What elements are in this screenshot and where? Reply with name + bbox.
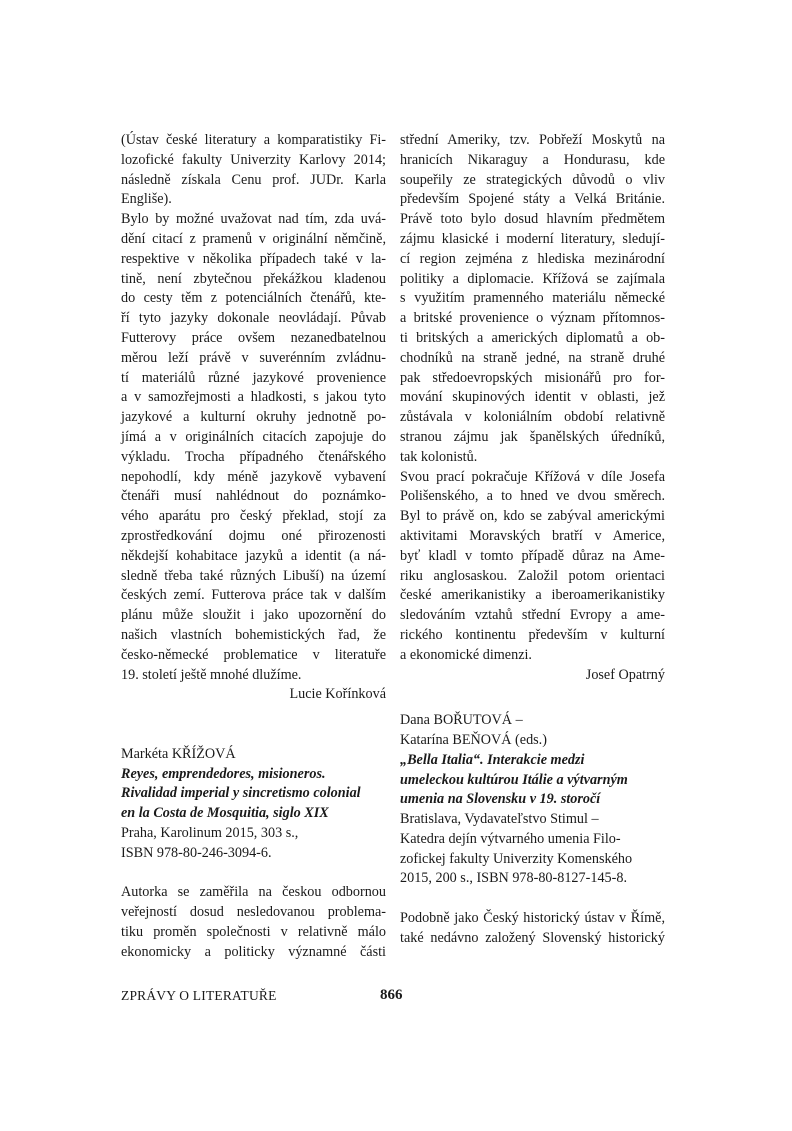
- text-line: (Ústav české literatury a komparatistiky Fi-: [121, 132, 386, 148]
- review-title-line: Reyes, emprendedores, misioneros.: [121, 765, 326, 782]
- text-line: tiku proměn společnosti v relativně málo: [121, 923, 386, 940]
- text-line: Byl to právě on, kdo se zabýval americkými: [400, 508, 665, 525]
- text-line: soupeřily ze strategických důvodů o vliv: [400, 171, 665, 188]
- text-line: a britské provenience o význam přítomnos-: [400, 310, 665, 327]
- text-line: výkladu. Trocha případného čtenářského: [121, 448, 386, 465]
- review-publisher: Bratislava, Vydavateľstvo Stimul –: [400, 811, 599, 828]
- signature-lucie-korinkova: Lucie Kořínková: [289, 686, 386, 703]
- review-kritzova-header: [121, 745, 386, 864]
- text-line: a v samozřejmosti a hladkosti, s jakou tyto: [121, 389, 386, 406]
- text-line: Engliše).: [121, 191, 172, 208]
- text-line: Bylo by možné uvažovat nad tím, zda uvá-: [121, 211, 386, 228]
- text-line: sledováním vztahů střední Evropy a ame-: [400, 607, 665, 624]
- text-line: plánu může sloužit i jako upozornění do: [121, 607, 386, 624]
- text-line: jazykové a kulturní okruhy jednotně po-: [121, 409, 386, 426]
- text-line: respektive v několika případech také v la-: [121, 250, 386, 267]
- review-bella-italia-header: [400, 711, 665, 889]
- text-line: česko-německé problematice v literatuře: [121, 646, 386, 663]
- review-publisher: Praha, Karolinum 2015, 303 s.,: [121, 824, 299, 841]
- review-kritzova-body: [121, 883, 386, 962]
- text-line: Právě toto bylo dosud hlavním předmětem: [400, 211, 665, 228]
- review-title-line: Rivalidad imperial y sincretismo colonial: [121, 785, 361, 802]
- text-line: chodníků na straně jedné, na straně druhé: [400, 349, 665, 366]
- text-line: někdejší kohabitace jazyků a identit (a ná-: [121, 547, 386, 564]
- review-title-line: „Bella Italia“. Interakcie medzi: [400, 751, 585, 768]
- text-line: veřejností dosud nesledovanou problema-: [121, 904, 386, 921]
- text-line: tak kolonistů.: [400, 448, 478, 465]
- right-para-1: [400, 131, 665, 468]
- journal-name: ZPRÁVY O LITERATUŘE: [121, 988, 277, 1003]
- left-para-1: [121, 131, 386, 210]
- text-line: především Spojené státy a Velká Británie.: [400, 191, 665, 208]
- text-line: Polišenského, a to hned ve dvou směrech.: [400, 488, 665, 505]
- review-publisher: zofickej fakulty Univerzity Komenského: [400, 850, 633, 867]
- review-publisher: 2015, 200 s., ISBN 978-80-8127-145-8.: [400, 870, 627, 887]
- right-para-2: [400, 468, 665, 666]
- text-line: následně získala Cenu prof. JUDr. Karla: [121, 171, 386, 188]
- review-author: Katarína BEŇOVÁ (eds.): [400, 731, 547, 748]
- text-line: ří tyto jazyky dokonale neovládají. Půvab: [121, 310, 386, 327]
- text-line: vého aparátu pro český překlad, stojí za: [121, 508, 386, 525]
- text-line: zájmu klasické i moderní literatury, sledují-: [400, 230, 665, 247]
- page-number: 866: [380, 987, 403, 1003]
- right-column: [400, 131, 665, 949]
- text-line: zůstávala v koloniálním období relativně: [400, 409, 665, 426]
- review-title-line: umenia na Slovensku v 19. storočí: [400, 791, 601, 808]
- text-line: do cesty těm z potenciálních čtenářů, kte-: [121, 290, 386, 307]
- text-line: hranicích Nikaraguy a Hondurasu, kde: [400, 151, 665, 168]
- text-line: tině, není zbytečnou překážkou kladenou: [121, 270, 386, 287]
- text-line: riku anglosaskou. Založil potom orientaci: [400, 567, 665, 584]
- text-line: mování skupinových identit v oblasti, jež: [400, 389, 665, 406]
- signature-josef-opatrny: Josef Opatrný: [585, 666, 665, 683]
- left-column: [121, 131, 386, 962]
- text-line: zprostředkování dojmu oné přirozenosti: [121, 527, 386, 544]
- text-line: lozofické fakulty Univerzity Karlovy 2014;: [121, 151, 386, 168]
- text-line: našich vlastních bohemistických řad, že: [121, 626, 386, 643]
- text-line: čtenáři musí nahlédnout do poznámko-: [121, 488, 386, 505]
- text-line: jímá a v originálních citacích zapojuje do: [121, 428, 386, 445]
- text-line: cí region zejména z hlediska mezinárodní: [400, 250, 665, 267]
- text-line: Autorka se zaměřila na českou odbornou: [121, 884, 386, 901]
- text-line: aktivitami Moravských bratří v Americe,: [400, 527, 665, 544]
- text-line: také nedávno založený Slovenský historický: [400, 929, 665, 946]
- text-line: české amerikanistiky a iberoamerikanistiky: [400, 587, 665, 604]
- review-title-line: en la Costa de Mosquitia, siglo XIX: [121, 805, 329, 822]
- text-line: pak středoevropských misionářů pro for-: [400, 369, 665, 386]
- text-line: ti britských a amerických diplomatů a ob-: [400, 329, 665, 346]
- text-line: byť kladl v tomto případě důraz na Ame-: [400, 547, 665, 564]
- text-line: politiky a diplomacie. Křížová se zajímala: [400, 270, 665, 287]
- text-line: a ekonomické dimenzi.: [400, 646, 532, 663]
- text-line: Futterovy práce ovšem nezanedbatelnou: [121, 329, 386, 346]
- text-line: nepohodlí, kdy méně jazykově vybavení: [121, 468, 386, 485]
- review-isbn: ISBN 978-80-246-3094-6.: [121, 844, 272, 861]
- text-line: Podobně jako Český historický ústav v Římě,: [400, 910, 665, 927]
- text-line: stranou zájmu jak španělských úředníků,: [400, 428, 665, 445]
- review-bella-italia-body: [400, 909, 665, 949]
- review-author: Markéta KŘÍŽOVÁ: [121, 745, 236, 762]
- review-author: Dana BOŘUTOVÁ –: [400, 712, 523, 729]
- text-line: měrou leží právě v suverénním zvládnu-: [121, 349, 386, 366]
- text-line: Svou prací pokračuje Křížová v díle Josefa: [400, 468, 665, 485]
- text-line: tí materiálů různé jazykové provenience: [121, 369, 386, 386]
- text-line: sledně třeba také různých Libuší) na území: [121, 567, 386, 584]
- text-line: rického kontinentu především v kulturní: [400, 626, 665, 643]
- review-title-line: umeleckou kultúrou Itálie a výtvarným: [400, 771, 628, 788]
- text-line: s využitím pramenného materiálu německé: [400, 290, 665, 307]
- text-line: českých zemí. Futterova práce tak v dalším: [121, 587, 386, 604]
- text-line: dění citací z pramenů v originální němčině,: [121, 230, 386, 247]
- page-footer: [121, 988, 665, 1010]
- text-line: ekonomicky a politicky významné části: [121, 943, 386, 960]
- left-para-2: [121, 210, 386, 685]
- text-line: střední Ameriky, tzv. Pobřeží Moskytů na: [400, 132, 665, 148]
- text-line: 19. století ještě mnohé dlužíme.: [121, 666, 302, 683]
- review-publisher: Katedra dejín výtvarného umenia Filo-: [400, 830, 621, 847]
